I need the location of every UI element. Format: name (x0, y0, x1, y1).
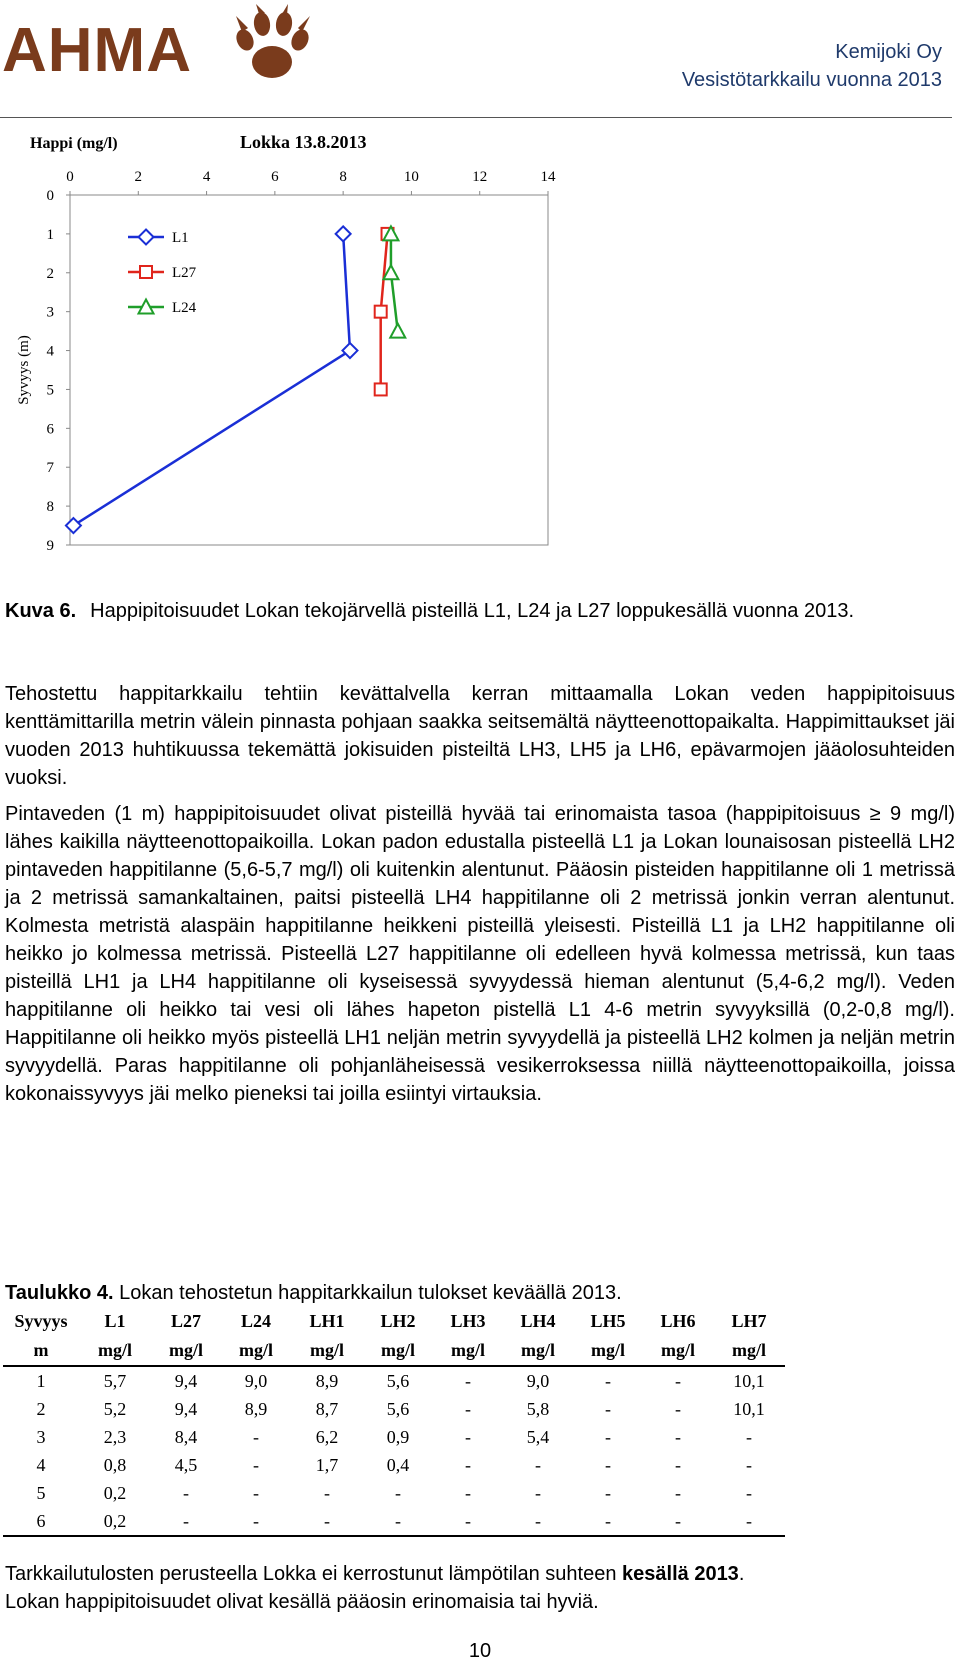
table-cell: 2 (36, 1398, 46, 1419)
company-logo-text: AHMA (2, 16, 192, 85)
table-cell: - (433, 1507, 503, 1536)
closing-text-2: Lokan happipitoisuudet olivat kesällä pääosin erinomaisia tai hyviä. (5, 1591, 599, 1613)
table-cell: 5,7 (103, 1370, 127, 1391)
figure-caption-text: Happipitoisuudet Lokan tekojärvellä pisteillä L1, L24 ja L27 loppukesällä vuonna 2013. (90, 600, 855, 622)
column-unit: mg/l (573, 1336, 643, 1366)
table-cell: 8,9 (315, 1370, 339, 1391)
y-tick-label: 2 (46, 265, 54, 282)
x-tick-label: 2 (134, 169, 143, 185)
table-cell: - (183, 1482, 189, 1503)
table-cell: 10,1 (733, 1370, 765, 1391)
data-point-l24 (390, 324, 405, 338)
legend-label: L24 (172, 300, 197, 316)
x-tick-label: 14 (540, 169, 556, 185)
column-unit: mg/l (291, 1336, 363, 1366)
table-row (3, 1451, 785, 1479)
data-point-l1 (342, 343, 357, 358)
table-cell: 4 (36, 1454, 46, 1475)
table-cell: 0,2 (103, 1482, 127, 1503)
y-tick-label: 7 (46, 460, 54, 477)
column-header: LH3 (450, 1311, 486, 1331)
column-header: Syvyys (14, 1311, 68, 1331)
table-cell: - (605, 1398, 611, 1419)
table-cell: - (675, 1482, 681, 1503)
column-unit: mg/l (503, 1336, 573, 1366)
header-divider (0, 117, 952, 118)
table-cell: 0,9 (386, 1426, 410, 1447)
table-cell: - (643, 1507, 713, 1536)
table-row (3, 1479, 785, 1507)
x-tick-label: 0 (66, 169, 74, 185)
y-axis-label: Syvyys (m) (16, 335, 32, 405)
page-number: 10 (468, 1640, 492, 1662)
table-unit-row (3, 1336, 785, 1366)
series-line-l1 (73, 234, 350, 526)
table-caption-text: Lokan tehostetun happitarkkailun tulokset keväällä 2013. (119, 1282, 622, 1304)
column-unit: mg/l (643, 1336, 713, 1366)
table-cell: - (465, 1398, 471, 1419)
table-cell: 8,7 (315, 1398, 339, 1419)
table-cell: 9,0 (526, 1370, 550, 1391)
table-cell: 3 (36, 1426, 46, 1447)
table-row (3, 1395, 785, 1423)
table-cell: - (465, 1454, 471, 1475)
table-row (3, 1507, 785, 1536)
table-cell: 5,8 (526, 1398, 550, 1419)
y-tick-label: 3 (46, 304, 54, 321)
table-cell: - (465, 1482, 471, 1503)
table-cell: - (324, 1482, 330, 1503)
data-point-l1 (66, 518, 81, 533)
column-header: L24 (240, 1311, 271, 1331)
legend-label: L27 (172, 265, 197, 281)
table-cell: - (675, 1370, 681, 1391)
table-cell: - (746, 1482, 752, 1503)
x-tick-label: 8 (339, 169, 347, 185)
table-cell: - (253, 1426, 259, 1447)
column-header: LH1 (309, 1311, 345, 1331)
x-tick-label: 10 (403, 169, 419, 185)
table-cell: - (363, 1507, 433, 1536)
legend-marker-l27 (140, 266, 152, 278)
table-cell: 5,6 (386, 1370, 410, 1391)
paragraph-2: Pintaveden (1 m) happipitoisuudet olivat pisteillä hyvää tai erinomaista tasoa (happipitoisuus ≥ 9 mg/l) lähes kaikilla näytteenottopaikoilla. Lokan padon edustalla pisteellä L1 ja Lokan lounaisosan pisteellä LH2 pintaveden happitilanne (5,6-5,7 mg/l) oli kuitenkin alentunut. Pääosin pisteiden happitilanne oli 1 metrissä ja 2 metrissä samankaltainen, paitsi pisteellä LH4 happitilanne oli 2 metrissä jonkin verran alentunut. Kolmesta metristä alaspäin happitilanne heikkeni pisteillä yleisesti. Pisteillä L1 ja LH2 happitilanne oli heikko jo kolmessa metrissä. Pisteellä L27 happitilanne oli edelleen hyvä kolmessa metrissä, kun taas pisteillä LH1 ja LH4 happitilanne oli kyseisessä syvyydessä hieman alentunut (5,4-6,2 mg/l). Veden happitilanne oli heikko tai vesi oli lähes hapeton pistellä L1 4-6 metrin syvyyksillä (0,2-0,8 mg/l). Happitilanne oli heikko myös pisteellä LH1 neljän metrin syvyydellä ja pisteellä LH2 kolmen ja neljän metrin syvyydellä. Paras happitilanne oli pohjanläheisessä vesikerroksessa niillä näytteenottopaikoilla, joissa kokonaissyvyys jäi melko pieneksi tai joilla esiintyi virtauksia. (5, 803, 955, 1105)
data-point-l27 (375, 306, 387, 318)
table-cell: - (465, 1426, 471, 1447)
table-cell: 8,4 (174, 1426, 198, 1447)
table-cell: - (746, 1454, 752, 1475)
table-cell: - (535, 1482, 541, 1503)
column-header: LH6 (660, 1311, 696, 1331)
column-header: LH7 (731, 1311, 767, 1331)
legend-marker-l1 (139, 230, 154, 245)
table-cell: - (746, 1426, 752, 1447)
column-unit: mg/l (151, 1336, 221, 1366)
header-info (682, 38, 942, 94)
company-name: Kemijoki Oy (835, 41, 942, 63)
column-header: LH4 (520, 1311, 556, 1331)
y-tick-label: 5 (46, 382, 54, 399)
oxygen-results-table (3, 1307, 785, 1537)
column-header: L1 (104, 1311, 126, 1331)
table-cell: 0,8 (103, 1454, 127, 1475)
table-cell: 5 (36, 1482, 46, 1503)
closing-paragraph (5, 1560, 955, 1616)
table-cell: - (605, 1482, 611, 1503)
column-unit: mg/l (79, 1336, 151, 1366)
report-title: Vesistötarkkailu vuonna 2013 (681, 69, 942, 91)
table-cell: 6 (3, 1507, 79, 1536)
table-row (3, 1423, 785, 1451)
table-cell: - (503, 1507, 573, 1536)
table-row (3, 1366, 785, 1395)
y-tick-label: 8 (46, 499, 54, 516)
legend-label: L1 (172, 230, 189, 246)
table-cell: - (151, 1507, 221, 1536)
table-cell: 5,4 (526, 1426, 550, 1447)
table-cell: - (605, 1454, 611, 1475)
table-cell: 9,0 (244, 1370, 268, 1391)
table-cell: 9,4 (174, 1370, 198, 1391)
oxygen-depth-chart (0, 150, 600, 570)
table-cell: 1 (36, 1370, 46, 1391)
y-tick-label: 9 (46, 538, 54, 554)
table-cell: - (675, 1398, 681, 1419)
figure-number: Kuva 6. (5, 600, 77, 622)
column-header: LH5 (590, 1311, 626, 1331)
y-tick-label: 6 (46, 421, 54, 438)
figure-caption (5, 598, 955, 625)
closing-text-1: Tarkkailutulosten perusteella Lokka ei kerrostunut lämpötilan suhteen (5, 1563, 623, 1585)
column-unit: mg/l (363, 1336, 433, 1366)
x-tick-label: 6 (271, 169, 279, 185)
table-cell: 10,1 (733, 1398, 765, 1419)
table-cell: - (291, 1507, 363, 1536)
table-cell: - (713, 1507, 785, 1536)
table-cell: - (535, 1454, 541, 1475)
table-cell: 4,5 (174, 1454, 198, 1475)
table-cell: 1,7 (315, 1454, 339, 1475)
table-cell: 0,4 (386, 1454, 410, 1475)
data-point-l1 (336, 226, 351, 241)
table-cell: 8,9 (244, 1398, 268, 1419)
column-unit: mg/l (221, 1336, 291, 1366)
table-cell: - (253, 1482, 259, 1503)
chart-x-axis-label: Happi (mg/l) (30, 135, 118, 152)
closing-text-end: . (738, 1563, 745, 1585)
column-unit: mg/l (433, 1336, 503, 1366)
column-header: LH2 (380, 1311, 416, 1331)
table-cell: 2,3 (103, 1426, 127, 1447)
paw-print-icon (232, 4, 312, 90)
column-unit: mg/l (713, 1336, 785, 1366)
closing-text-bold: kesällä 2013 (622, 1563, 739, 1585)
x-tick-label: 4 (202, 169, 211, 185)
column-header: L27 (170, 1311, 201, 1331)
table-cell: - (605, 1426, 611, 1447)
table-caption (5, 1282, 622, 1305)
table-cell: 5,6 (386, 1398, 410, 1419)
y-tick-label: 0 (46, 188, 54, 204)
table-cell: 6,2 (315, 1426, 339, 1447)
y-tick-label: 4 (46, 343, 54, 360)
data-point-l27 (375, 383, 387, 395)
table-cell: - (675, 1454, 681, 1475)
table-cell: - (465, 1370, 471, 1391)
chart-title: Lokka 13.8.2013 (240, 132, 367, 152)
table-cell: - (605, 1370, 611, 1391)
plot-frame (70, 195, 548, 545)
table-cell: - (221, 1507, 291, 1536)
table-header-row (3, 1307, 785, 1336)
table-cell: - (675, 1426, 681, 1447)
x-tick-label: 12 (472, 169, 488, 185)
series-line-l24 (391, 234, 398, 331)
table-cell: - (253, 1454, 259, 1475)
table-cell: - (573, 1507, 643, 1536)
y-tick-label: 1 (46, 226, 54, 243)
column-unit: m (3, 1336, 79, 1366)
paragraph-1: Tehostettu happitarkkailu tehtiin kevättalvella kerran mittaamalla Lokan veden happipitoisuus kenttämittarilla metrin välein pinnasta pohjaan saakka seitsemältä näytteenottopaikalta. Happimittaukset jäi vuoden 2013 huhtikuussa tekemättä jokisuiden pisteiltä LH3, LH5 ja LH6, epävarmojen jääolosuhteiden vuoksi. (5, 683, 955, 789)
table-cell: 0,2 (79, 1507, 151, 1536)
table-cell: 9,4 (174, 1398, 198, 1419)
table-number: Taulukko 4. (5, 1282, 114, 1304)
table-cell: 5,2 (103, 1398, 127, 1419)
table-cell: - (395, 1482, 401, 1503)
